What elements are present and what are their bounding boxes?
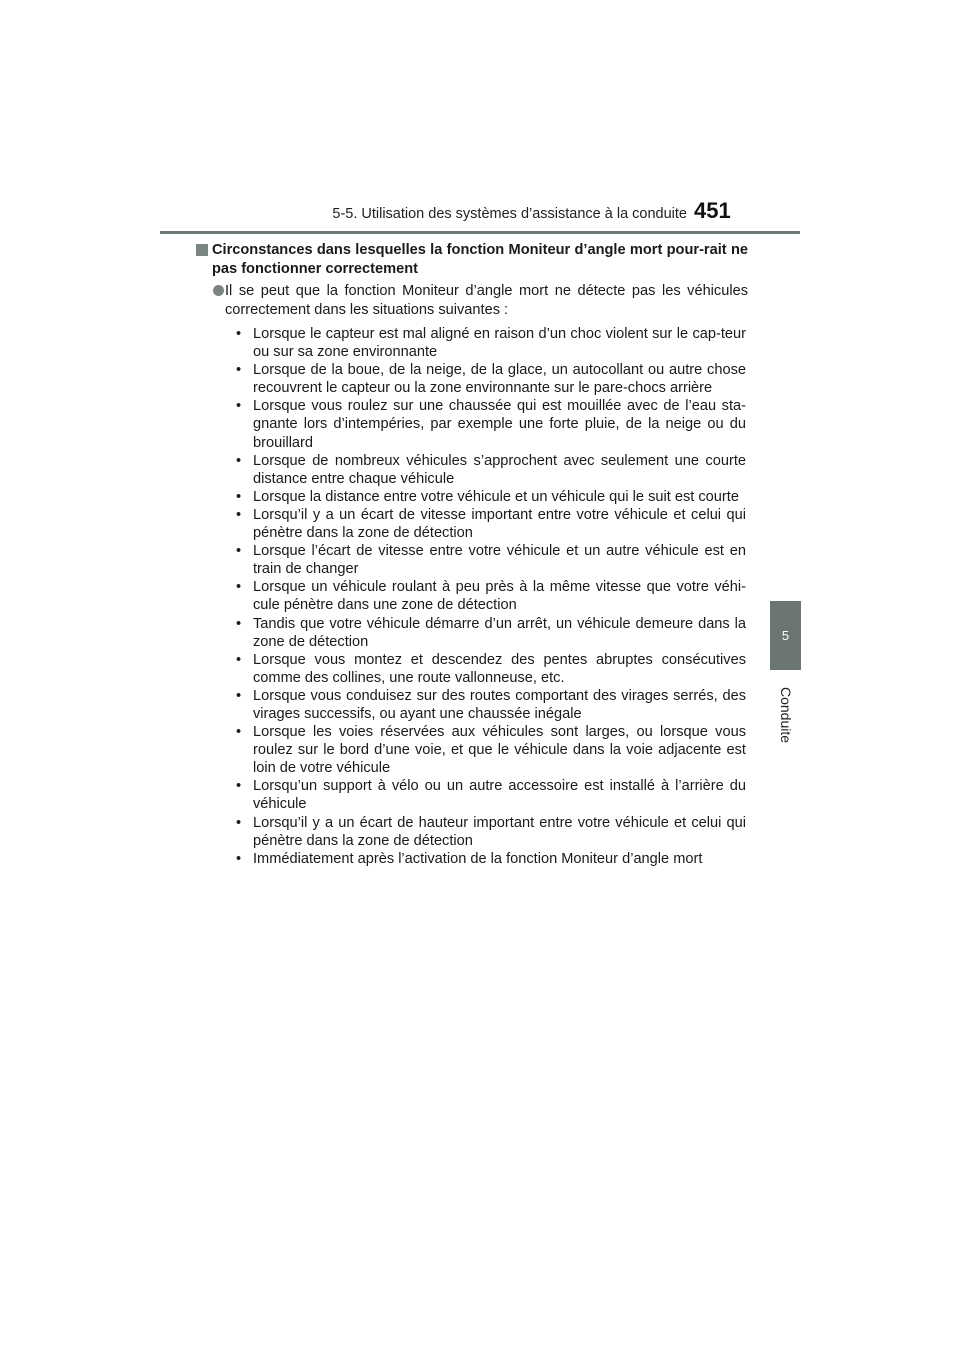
- list-item-text: Tandis que votre véhicule démarre d’un arrêt, un véhicule demeure dans la zone de détection: [253, 615, 746, 650]
- bullet-dot-icon: •: [236, 814, 242, 831]
- circle-bullet-icon: [213, 285, 224, 296]
- bullet-dot-icon: •: [236, 362, 242, 379]
- list-item: [236, 325, 746, 361]
- list-item-text: Lorsque vous conduisez sur des routes comportant des virages serrés, des virages successifs, ou ayant une chaussée inégale: [253, 687, 746, 722]
- list-item: [236, 687, 746, 723]
- list-item-text: Lorsqu’il y a un écart de vitesse important entre votre véhicule et celui qui pénètre dans la zone de détection: [253, 506, 746, 542]
- list-item: [236, 488, 746, 506]
- section-title: 5-5. Utilisation des systèmes d’assistance à la conduite: [332, 206, 687, 222]
- chapter-tab: [770, 601, 801, 670]
- section-heading: [196, 241, 748, 278]
- list-item-text: Lorsque l’écart de vitesse entre votre véhicule et un autre véhicule est en train de changer: [253, 543, 746, 578]
- list-item: [236, 777, 746, 813]
- bullet-dot-icon: •: [236, 452, 242, 469]
- list-item: [236, 361, 746, 397]
- page-number: 451: [694, 198, 731, 223]
- list-item: [236, 542, 746, 578]
- list-item: [236, 723, 746, 777]
- bullet-dot-icon: •: [236, 506, 242, 523]
- list-item-text: Lorsque de la boue, de la neige, de la glace, un autocollant ou autre chose recouvrent le capteur ou la zone environnante sur le pare-chocs arrière: [253, 362, 746, 397]
- list-item: [236, 814, 746, 850]
- bullet-dot-icon: •: [236, 724, 242, 741]
- bullet-dot-icon: •: [236, 579, 242, 596]
- intro-text: Il se peut que la fonction Moniteur d’angle mort ne détecte pas les véhicules correctement dans les situations suivantes :: [225, 283, 748, 318]
- list-item-text: Lorsque vous roulez sur une chaussée qui est mouillée avec de l’eau sta-gnante lors d’intempéries, par exemple une forte pluie, de la neige ou du brouillard: [253, 398, 746, 451]
- list-item-text: Lorsque le capteur est mal aligné en raison d’un choc violent sur le cap-teur ou sur sa zone environnante: [253, 326, 746, 361]
- bullet-dot-icon: •: [236, 651, 242, 668]
- list-item-text: Lorsqu’un support à vélo ou un autre accessoire est installé à l’arrière du véhicule: [253, 778, 746, 813]
- list-item-text: Lorsque de nombreux véhicules s’approchent avec seulement une courte distance entre chaque véhicule: [253, 452, 746, 487]
- bullet-dot-icon: •: [236, 398, 242, 415]
- list-item-text: Lorsque vous montez et descendez des pentes abruptes consécutives comme des collines, une route vallonneuse, etc.: [253, 651, 746, 686]
- bullet-dot-icon: •: [236, 488, 242, 505]
- list-item: [236, 452, 746, 488]
- list-item: [236, 615, 746, 651]
- list-item: [236, 578, 746, 614]
- square-bullet-icon: [196, 244, 208, 256]
- bullet-dot-icon: •: [236, 687, 242, 704]
- list-item: [236, 651, 746, 687]
- list-item-text: Lorsqu’il y a un écart de hauteur important entre votre véhicule et celui qui pénètre dans la zone de détection: [253, 814, 746, 849]
- header-divider: [160, 231, 800, 234]
- intro-paragraph: [225, 282, 748, 319]
- bullet-dot-icon: •: [236, 778, 242, 795]
- situation-list: [236, 325, 746, 868]
- bullet-dot-icon: •: [236, 543, 242, 560]
- heading-text: Circonstances dans lesquelles la fonction Moniteur d’angle mort pour-rait ne pas fonctionner correctement: [212, 242, 748, 277]
- bullet-dot-icon: •: [236, 850, 242, 867]
- list-item-text: Lorsque la distance entre votre véhicule et un véhicule qui le suit est courte: [253, 488, 739, 505]
- chapter-number: 5: [781, 628, 790, 643]
- chapter-label: Conduite: [778, 686, 794, 744]
- list-item: [236, 506, 746, 542]
- list-item: [236, 850, 746, 868]
- list-item: [236, 397, 746, 451]
- list-item-text: Lorsque un véhicule roulant à peu près à la même vitesse que votre véhi-cule pénètre dans une zone de détection: [253, 579, 746, 614]
- list-item-text: Immédiatement après l’activation de la fonction Moniteur d’angle mort: [253, 850, 703, 867]
- bullet-dot-icon: •: [236, 326, 242, 342]
- list-item-text: Lorsque les voies réservées aux véhicules sont larges, ou lorsque vous roulez sur le bord d’une voie, et que le véhicule dans la voie adjacente est loin de votre véhicule: [253, 724, 746, 777]
- bullet-dot-icon: •: [236, 615, 242, 632]
